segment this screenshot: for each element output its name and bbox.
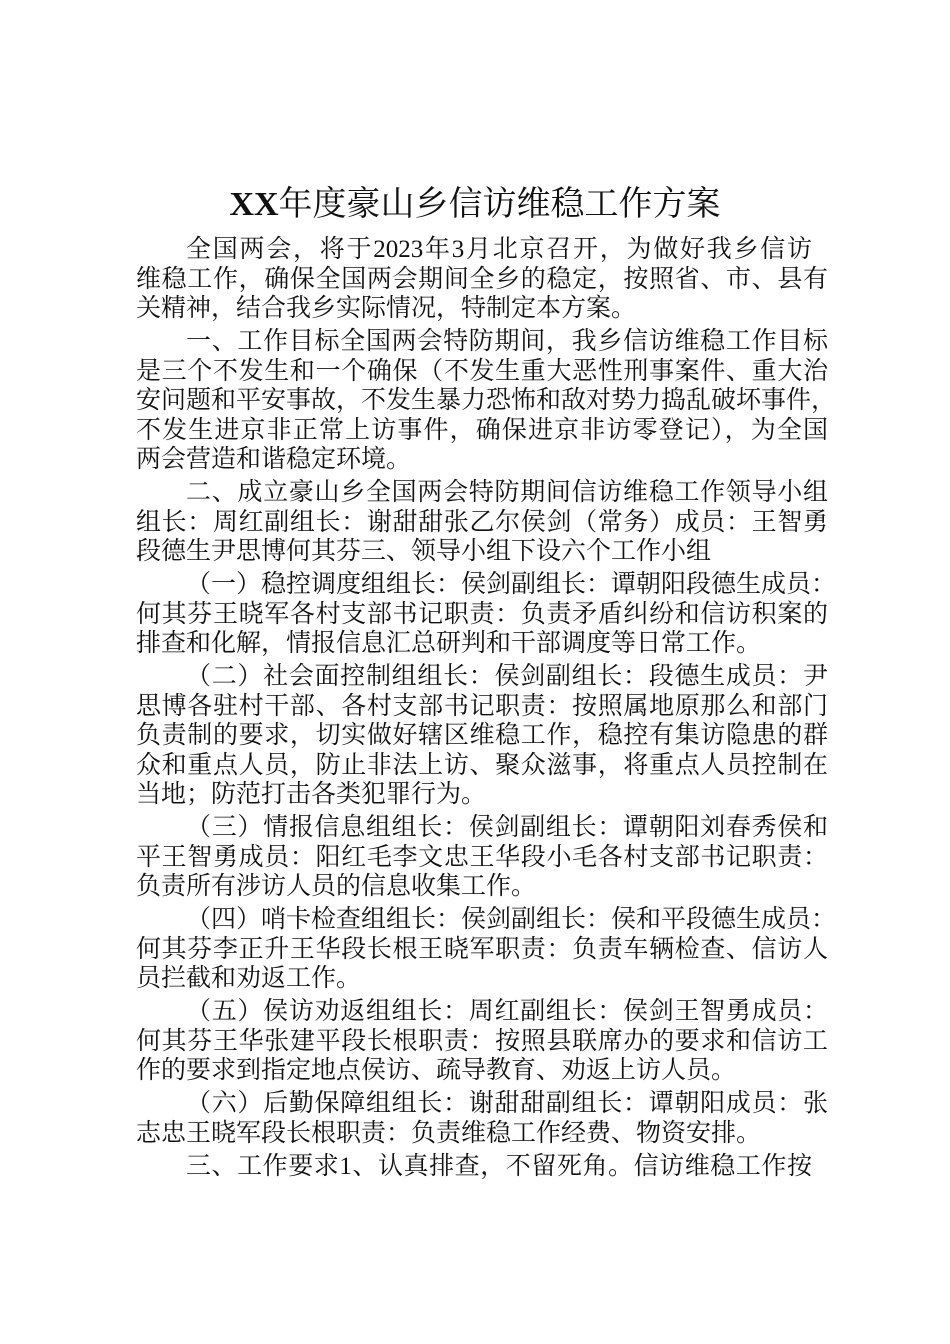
text-line: （三）情报信息组组长：侯剑副组长：谭朝阳刘春秀侯和 — [186, 814, 828, 841]
text-line: （二）社会面控制组组长：侯剑副组长：段德生成员：尹 — [186, 663, 828, 690]
text-line: 排查和化解，情报信息汇总研判和干部调度等日常工作。 — [136, 630, 762, 657]
text-line: （一）稳控调度组组长：侯剑副组长：谭朝阳段德生成员： — [186, 571, 837, 598]
paragraph-group-2 — [136, 662, 828, 810]
text-line: （六）后勤保障组组长：谢甜甜副组长：谭朝阳成员：张 — [186, 1090, 828, 1117]
text-line: 负责所有涉访人员的信息收集工作。 — [136, 873, 537, 900]
text-line: 不发生进京非正常上访事件，确保进京非访零登记），为全国 — [136, 416, 828, 444]
text-line: 志忠王晓军段长根职责：负责维稳工作经费、物资安排。 — [136, 1119, 762, 1147]
text-line: 两会营造和谐稳定环境。 — [136, 446, 412, 473]
paragraph-group-1 — [136, 570, 837, 659]
paragraph-section-2-leadership — [136, 478, 828, 567]
text-line: 当地；防范打击各类犯罪行为。 — [136, 781, 487, 808]
paragraph-group-4 — [136, 905, 837, 994]
title-main: 年度豪山乡信访维稳工作方案 — [278, 186, 721, 223]
document-body — [136, 235, 837, 1181]
paragraph-group-6 — [136, 1089, 828, 1148]
text-line: 员拦截和劝返工作。 — [136, 965, 362, 992]
text-line: 安问题和平安事故，不发生暴力恐怖和敌对势力捣乱破坏事件， — [136, 387, 837, 414]
text-line: 平王智勇成员：阳红毛李文忠王华段小毛各村支部书记职责： — [136, 843, 828, 871]
text-line: 二、成立豪山乡全国两会特防期间信访维稳工作领导小组 — [186, 479, 828, 506]
text-line: 组长：周红副组长：谢甜甜张乙尔侯剑（常务）成员：王智勇 — [136, 508, 828, 536]
title-prefix: XX — [229, 186, 279, 223]
text-line: 全国两会，将于2023年3月北京召开，为做好我乡信访 — [186, 236, 812, 263]
text-line: 段德生尹思博何其芬三、领导小组下设六个工作小组 — [136, 538, 712, 565]
document-title — [0, 185, 950, 225]
text-line: 众和重点人员，防止非法上访、聚众滋事，将重点人员控制在 — [136, 751, 828, 779]
text-line: 作的要求到指定地点侯访、疏导教育、劝返上访人员。 — [136, 1057, 737, 1084]
text-line: （四）哨卡检查组组长：侯剑副组长：侯和平段德生成员： — [186, 906, 837, 933]
text-line: 何其芬李正升王华段长根王晓军职责：负责车辆检查、信访人 — [136, 935, 828, 963]
text-line: 何其芬王华张建平段长根职责：按照县联席办的要求和信访工 — [136, 1027, 828, 1055]
paragraph-section-3-requirements — [136, 1152, 828, 1182]
text-line: 一、工作目标全国两会特防期间，我乡信访维稳工作目标 — [186, 328, 828, 355]
text-line: 三、工作要求1、认真排查，不留死角。信访维稳工作按 — [186, 1152, 812, 1180]
paragraph-group-3 — [136, 813, 828, 902]
text-line: （五）侯访劝返组组长：周红副组长：侯剑王智勇成员： — [186, 998, 828, 1025]
text-line: 负责制的要求，切实做好辖区维稳工作，稳控有集访隐患的群 — [136, 722, 828, 749]
paragraph-intro — [136, 235, 828, 324]
text-line: 维稳工作，确保全国两会期间全乡的稳定，按照省、市、县有 — [136, 265, 828, 293]
text-line: 思博各驻村干部、各村支部书记职责：按照属地原那么和部门 — [136, 692, 828, 720]
text-line: 关精神，结合我乡实际情况，特制定本方案。 — [136, 295, 637, 322]
text-line: 是三个不发生和一个确保（不发生重大恶性刑事案件、重大治 — [136, 357, 828, 385]
paragraph-group-5 — [136, 997, 828, 1086]
text-line: 何其芬王晓军各村支部书记职责：负责矛盾纠纷和信访积案的 — [136, 600, 828, 628]
paragraph-section-1-goals — [136, 327, 837, 475]
